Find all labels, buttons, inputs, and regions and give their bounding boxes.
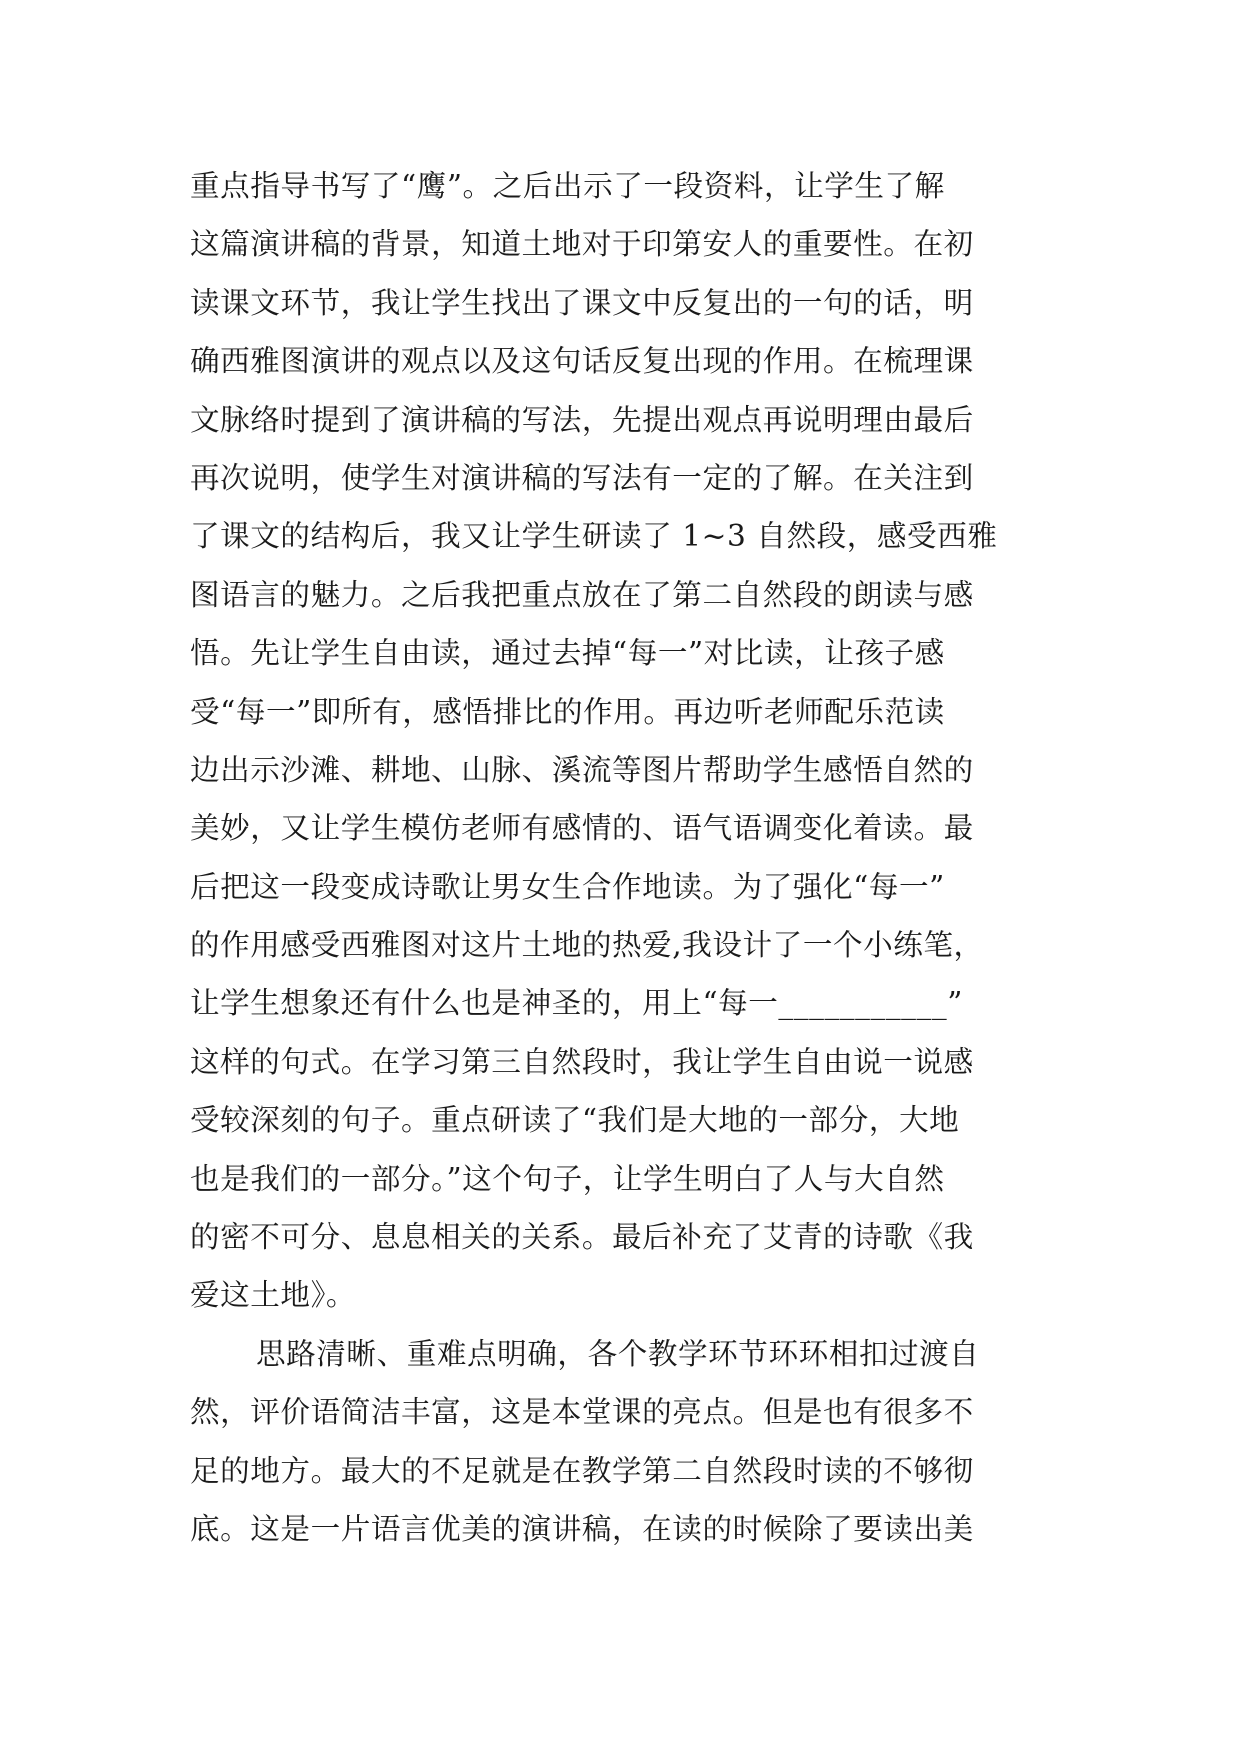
text-line: 边出示沙滩、耕地、山脉、溪流等图片帮助学生感悟自然的 xyxy=(190,752,974,787)
text-line: 让学生想象还有什么也是神圣的，用上“每一___________” xyxy=(190,986,963,1021)
text-line: 的密不可分、息息相关的关系。最后补充了艾青的诗歌《我 xyxy=(190,1220,974,1255)
text-line: 图语言的魅力。之后我把重点放在了第二自然段的朗读与感 xyxy=(190,577,974,612)
text-line: 这篇演讲稿的背景，知道土地对于印第安人的重要性。在初 xyxy=(190,227,974,262)
text-line: 读课文环节，我让学生找出了课文中反复出的一句的话，明 xyxy=(190,285,974,320)
text-line: 受较深刻的句子。重点研读了“我们是大地的一部分，大地 xyxy=(190,1103,960,1138)
text-line: 了课文的结构后，我又让学生研读了 1~3 自然段，感受西雅 xyxy=(190,519,998,554)
text-line: 底。这是一片语言优美的演讲稿，在读的时候除了要读出美 xyxy=(190,1511,974,1546)
text-line: 足的地方。最大的不足就是在教学第二自然段时读的不够彻 xyxy=(190,1453,974,1488)
text-line: 思路清晰、重难点明确，各个教学环节环环相扣过渡自 xyxy=(256,1336,980,1371)
text-line: 美妙，又让学生模仿老师有感情的、语气语调变化着读。最 xyxy=(190,811,974,846)
text-line: 受“每一”即所有，感悟排比的作用。再边听老师配乐范读 xyxy=(190,694,945,729)
text-line: 的作用感受西雅图对这片土地的热爱,我设计了一个小练笔， xyxy=(190,928,984,963)
text-line: 确西雅图演讲的观点以及这句话反复出现的作用。在梳理课 xyxy=(190,344,974,379)
text-line: 也是我们的一部分。”这个句子，让学生明白了人与大自然 xyxy=(190,1161,945,1196)
text-line: 再次说明，使学生对演讲稿的写法有一定的了解。在关注到 xyxy=(190,460,974,495)
text-line: 文脉络时提到了演讲稿的写法，先提出观点再说明理由最后 xyxy=(190,402,974,437)
text-line: 悟。先让学生自由读，通过去掉“每一”对比读，让孩子感 xyxy=(190,636,945,671)
text-line: 然，评价语简洁丰富，这是本堂课的亮点。但是也有很多不 xyxy=(190,1395,974,1430)
text-line: 重点指导书写了“鹰”。之后出示了一段资料，让学生了解 xyxy=(190,169,945,203)
text-line: 爱这土地》。 xyxy=(190,1278,357,1313)
paragraph-2 xyxy=(190,1325,1050,1559)
paragraph-1 xyxy=(190,157,1050,1325)
text-line: 后把这一段变成诗歌让男女生合作地读。为了强化“每一” xyxy=(190,869,945,904)
text-line: 这样的句式。在学习第三自然段时，我让学生自由说一说感 xyxy=(190,1044,974,1079)
body-text xyxy=(190,157,1050,1558)
